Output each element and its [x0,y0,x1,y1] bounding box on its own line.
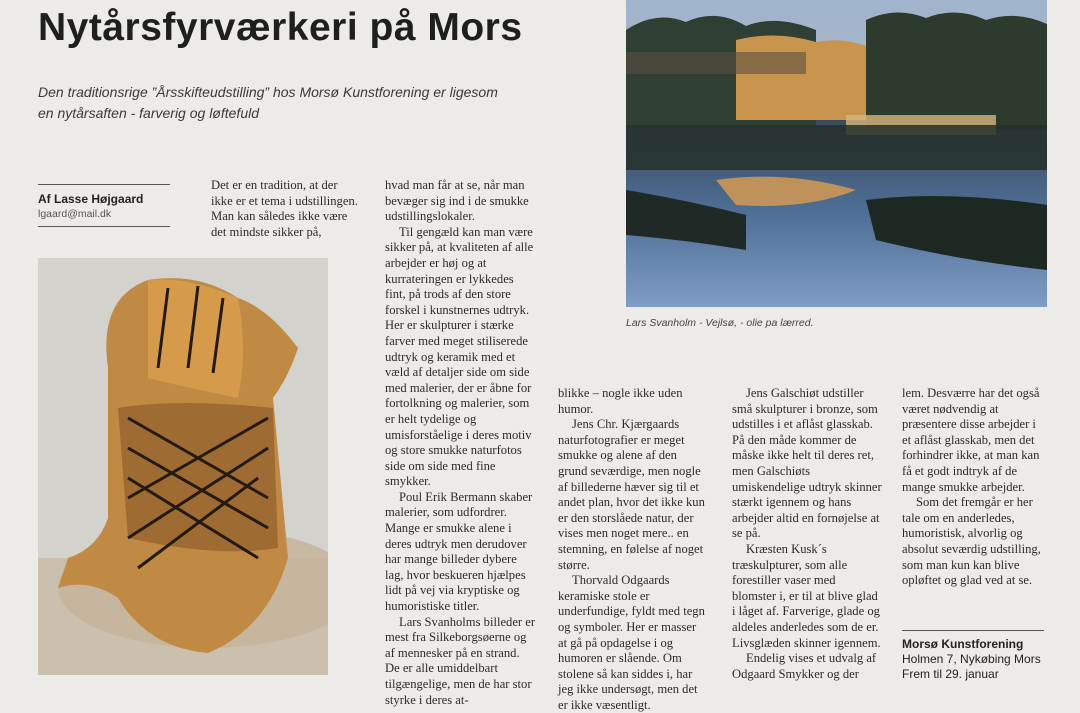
paragraph: Lars Svanholms billeder er mest fra Silkeborgsøerne og af mennesker på en strand. De er alle umiddelbart tilgængelige, men de har stor styrke i deres at- [385,614,536,707]
factbox-title: Morsø Kunstforening [902,637,1024,651]
article-subtitle: Den traditionsrige ”Årsskifteudstilling” hos Morsø Kunstforening er ligesom en nytårsaften - farverig og løftefuld [38,84,498,121]
paragraph: Kræsten Kusk´s træskulpturer, som alle forestiller vaser med blomster i, er til at blive glad i låget af. Farverige, glade og aldeles anderledes som de er. Livsglæden skinner igennem. [732,541,881,650]
paragraph: Det er en tradition, at der ikke er et tema i udstillingen. Man kan således ikke være det mindste sikker på, [211,178,358,239]
paragraph: Thorvald Odgaards keramiske stole er underfundige, fyldt med tegn og symboler. Her er masser at gå på opdagelse i og humoren er slående. Om stolene så kan siddes i, har jeg ikke undersøgt, men det er ikke væsentligt. [558,573,705,712]
article-title: Nytårsfyrværkeri på Mors [38,6,523,49]
byline [38,184,170,227]
paragraph: Endelig vises et udvalg af Odgaard Smykker og der [732,651,877,681]
paragraph: blikke – nogle ikke uden humor. [558,386,683,416]
byline-author: Af Lasse Højgaard [38,192,144,206]
text-column-3 [558,386,708,713]
factbox-dates: Frem til 29. januar [902,667,999,681]
text-column-1 [211,178,361,240]
paragraph: Som det fremgår er her tale om en anderledes, humoristisk, alvorlig og absolut seværdig udstilling, som man kun kan blive opløftet og glad ved at se. [902,495,1041,588]
paragraph: lem. Desværre har det også været nødvendig at præsentere disse arbejder i et aflåst glasskab, men det forhindrer ikke, at man kan få et godt indtryk af de mange smukke arbejder. [902,386,1040,494]
paragraph: Til gengæld kan man være sikker på, at kvaliteten af alle arbejder er høj og at kurrateringen er lykkedes fint, på trods af den store forskel i kunstnernes udtryk. Her er skulpturer i stærke farver med meget stiliserede udtryk og keramik med et væld af detaljer side om side med malerier, der er åbne for fortolkning og malerier, som er helt tydelige og umisforståelige i deres motiv og store smukke naturfotos side om side med fine smykker. [385,224,534,489]
landscape-painting-image [626,0,1047,307]
text-column-5 [902,386,1047,589]
paragraph: Poul Erik Bermann skaber malerier, som udfordrer. Mange er smukke alene i deres udtryk men derudover har mange billeder dybere lag, hvor beskueren hjælpes lidt på vej via kryptiske og humoristiske titler. [385,489,533,614]
byline-email: lgaard@mail.dk [38,208,112,220]
paragraph: Jens Chr. Kjærgaards naturfotografier er meget smukke og alene af den grund seværdige, men nogle af billederne hæver sig til et andet plan, hvor det ikke kun er den storslåede natur, der vises men noget mere.. en stemning, en følelse af noget større. [558,417,705,572]
text-column-4 [732,386,882,682]
sculpture-photo-image [38,258,328,675]
painting-caption: Lars Svanholm - Vejlsø, - olie pa lærred. [626,317,814,329]
factbox-address: Holmen 7, Nykøbing Mors [902,652,1041,666]
text-column-2 [385,178,537,708]
paragraph: Jens Galschiøt udstiller små skulpturer i bronze, som udstilles i et aflåst glasskab. På den måde kommer de måske ikke helt til deres ret, men Galschiøts umiskendelige udtryk skinner stærkt igennem og hans arbejder altid en fornøjelse at se på. [732,386,882,541]
paragraph: hvad man får at se, når man bevæger sig ind i de smukke udstillingslokaler. [385,178,529,224]
info-factbox [902,630,1044,682]
